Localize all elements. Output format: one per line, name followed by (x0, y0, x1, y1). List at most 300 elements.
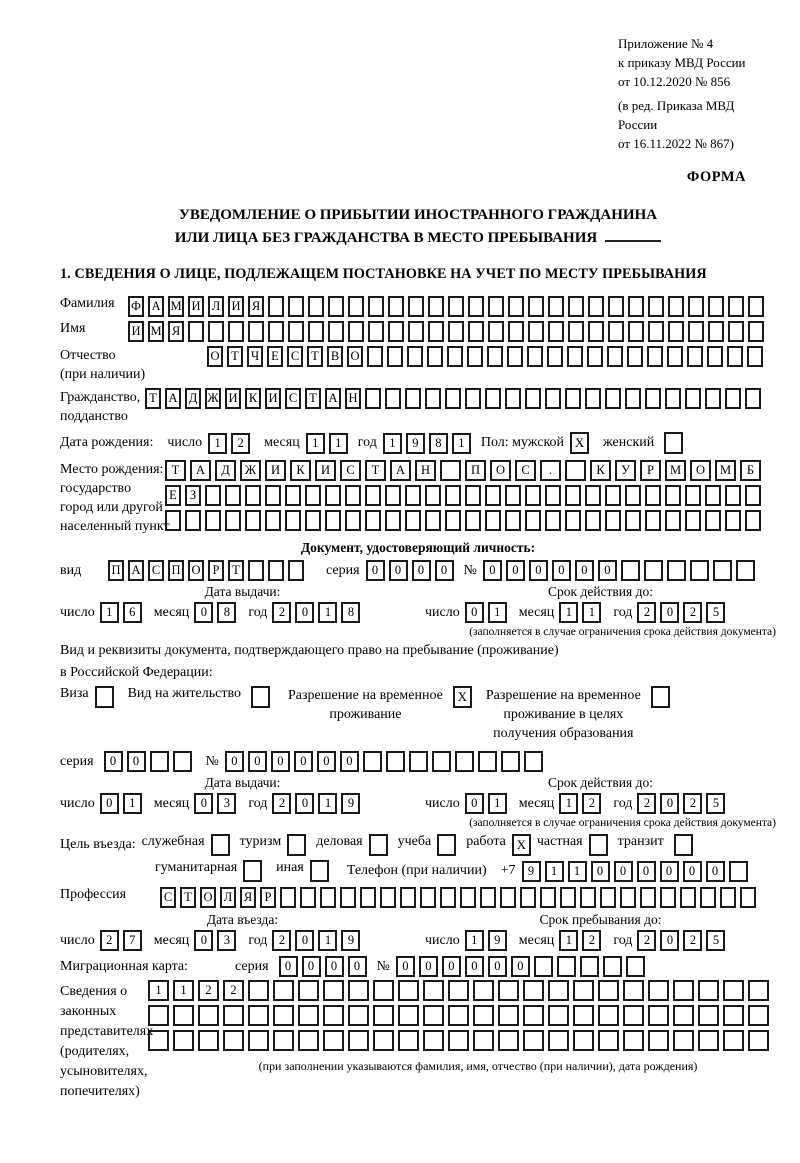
char-box[interactable] (408, 296, 424, 317)
char-box[interactable]: 8 (429, 433, 448, 454)
char-box[interactable] (298, 1005, 319, 1026)
char-box[interactable]: 1 (559, 602, 578, 623)
char-box[interactable] (705, 388, 721, 409)
char-box[interactable]: С (160, 887, 176, 908)
char-box[interactable] (580, 887, 596, 908)
char-box[interactable] (150, 751, 169, 772)
purpose-humanitarian-checkbox[interactable] (243, 860, 262, 882)
char-box[interactable] (285, 510, 301, 531)
char-box[interactable] (425, 388, 441, 409)
char-box[interactable] (598, 1005, 619, 1026)
char-box[interactable]: 0 (194, 602, 213, 623)
char-box[interactable] (645, 388, 661, 409)
char-box[interactable]: О (690, 460, 711, 481)
char-box[interactable] (523, 1030, 544, 1051)
char-box[interactable] (608, 296, 624, 317)
char-box[interactable] (534, 956, 553, 977)
char-box[interactable] (323, 1005, 344, 1026)
char-box[interactable] (605, 485, 621, 506)
char-box[interactable]: 9 (522, 861, 541, 882)
char-box[interactable]: 8 (341, 602, 360, 623)
char-box[interactable]: З (185, 485, 201, 506)
char-box[interactable]: Л (220, 887, 236, 908)
char-box[interactable] (501, 751, 520, 772)
char-box[interactable] (648, 1005, 669, 1026)
char-box[interactable] (607, 346, 623, 367)
char-box[interactable]: 2 (683, 793, 702, 814)
char-box[interactable] (448, 1005, 469, 1026)
char-box[interactable] (667, 560, 686, 581)
char-box[interactable] (548, 1005, 569, 1026)
char-box[interactable]: 1 (148, 980, 169, 1001)
char-box[interactable] (485, 510, 501, 531)
char-box[interactable] (265, 510, 281, 531)
char-box[interactable] (645, 510, 661, 531)
char-box[interactable] (445, 388, 461, 409)
char-box[interactable]: Т (307, 346, 323, 367)
char-box[interactable] (668, 321, 684, 342)
char-box[interactable]: П (168, 560, 184, 581)
char-box[interactable] (723, 980, 744, 1001)
char-box[interactable] (748, 296, 764, 317)
char-box[interactable] (673, 980, 694, 1001)
char-box[interactable]: 0 (465, 793, 484, 814)
char-box[interactable] (644, 560, 663, 581)
char-box[interactable] (568, 296, 584, 317)
char-box[interactable]: 2 (198, 980, 219, 1001)
char-box[interactable] (565, 485, 581, 506)
char-box[interactable] (473, 1030, 494, 1051)
char-box[interactable]: В (327, 346, 343, 367)
char-box[interactable] (348, 296, 364, 317)
char-box[interactable] (573, 1030, 594, 1051)
char-box[interactable]: 0 (325, 956, 344, 977)
char-box[interactable] (409, 751, 428, 772)
char-box[interactable] (547, 346, 563, 367)
char-box[interactable] (548, 321, 564, 342)
char-box[interactable] (328, 321, 344, 342)
char-box[interactable] (705, 485, 721, 506)
char-box[interactable] (340, 887, 356, 908)
char-box[interactable] (680, 887, 696, 908)
char-box[interactable] (745, 388, 761, 409)
char-box[interactable] (690, 560, 709, 581)
char-box[interactable] (465, 485, 481, 506)
char-box[interactable]: 0 (396, 956, 415, 977)
char-box[interactable] (623, 1030, 644, 1051)
char-box[interactable] (305, 510, 321, 531)
male-checkbox[interactable]: X (570, 432, 589, 454)
char-box[interactable] (747, 346, 763, 367)
char-box[interactable] (388, 296, 404, 317)
char-box[interactable]: С (148, 560, 164, 581)
char-box[interactable]: 2 (637, 602, 656, 623)
char-box[interactable] (185, 510, 201, 531)
char-box[interactable] (585, 388, 601, 409)
char-box[interactable] (388, 321, 404, 342)
char-box[interactable]: 1 (465, 930, 484, 951)
char-box[interactable] (725, 510, 741, 531)
char-box[interactable] (460, 887, 476, 908)
char-box[interactable] (605, 510, 621, 531)
char-box[interactable]: 0 (683, 861, 702, 882)
char-box[interactable] (728, 296, 744, 317)
char-box[interactable] (640, 887, 656, 908)
char-box[interactable] (428, 296, 444, 317)
char-box[interactable] (248, 980, 269, 1001)
char-box[interactable] (625, 485, 641, 506)
char-box[interactable] (323, 980, 344, 1001)
char-box[interactable] (348, 1030, 369, 1051)
char-box[interactable] (425, 510, 441, 531)
char-box[interactable] (468, 296, 484, 317)
char-box[interactable] (748, 321, 764, 342)
char-box[interactable] (345, 510, 361, 531)
char-box[interactable]: 2 (683, 602, 702, 623)
char-box[interactable] (665, 510, 681, 531)
char-box[interactable]: 0 (637, 861, 656, 882)
char-box[interactable]: А (325, 388, 341, 409)
char-box[interactable] (647, 346, 663, 367)
char-box[interactable]: 1 (545, 861, 564, 882)
char-box[interactable]: 0 (127, 751, 146, 772)
char-box[interactable]: 9 (488, 930, 507, 951)
char-box[interactable] (478, 751, 497, 772)
char-box[interactable]: 0 (660, 602, 679, 623)
char-box[interactable]: Л (208, 296, 224, 317)
char-box[interactable] (545, 485, 561, 506)
char-box[interactable] (528, 296, 544, 317)
char-box[interactable] (685, 485, 701, 506)
char-box[interactable]: Р (208, 560, 224, 581)
char-box[interactable] (487, 346, 503, 367)
char-box[interactable] (400, 887, 416, 908)
char-box[interactable] (407, 346, 423, 367)
char-box[interactable] (748, 1005, 769, 1026)
char-box[interactable] (628, 321, 644, 342)
char-box[interactable] (348, 1005, 369, 1026)
char-box[interactable] (365, 485, 381, 506)
char-box[interactable] (685, 510, 701, 531)
char-box[interactable] (498, 1030, 519, 1051)
char-box[interactable]: Ж (240, 460, 261, 481)
char-box[interactable] (448, 980, 469, 1001)
char-box[interactable] (467, 346, 483, 367)
char-box[interactable]: 1 (383, 433, 402, 454)
char-box[interactable]: . (540, 460, 561, 481)
char-box[interactable] (603, 956, 622, 977)
char-box[interactable] (505, 388, 521, 409)
char-box[interactable]: И (315, 460, 336, 481)
char-box[interactable] (348, 321, 364, 342)
char-box[interactable] (508, 296, 524, 317)
char-box[interactable] (447, 346, 463, 367)
char-box[interactable] (405, 510, 421, 531)
char-box[interactable] (626, 956, 645, 977)
char-box[interactable]: 0 (295, 930, 314, 951)
char-box[interactable] (648, 1030, 669, 1051)
char-box[interactable]: 2 (637, 930, 656, 951)
char-box[interactable]: 0 (194, 930, 213, 951)
char-box[interactable]: 0 (435, 560, 454, 581)
char-box[interactable]: 3 (217, 793, 236, 814)
char-box[interactable]: 2 (272, 602, 291, 623)
char-box[interactable] (621, 560, 640, 581)
char-box[interactable] (465, 510, 481, 531)
char-box[interactable] (723, 1005, 744, 1026)
char-box[interactable]: 5 (706, 602, 725, 623)
char-box[interactable] (560, 887, 576, 908)
char-box[interactable]: И (228, 296, 244, 317)
char-box[interactable]: 1 (559, 930, 578, 951)
char-box[interactable] (729, 861, 748, 882)
char-box[interactable]: Н (415, 460, 436, 481)
char-box[interactable]: 0 (483, 560, 502, 581)
char-box[interactable] (368, 296, 384, 317)
char-box[interactable]: О (207, 346, 223, 367)
char-box[interactable] (608, 321, 624, 342)
char-box[interactable]: Т (165, 460, 186, 481)
char-box[interactable] (273, 1005, 294, 1026)
char-box[interactable]: 1 (306, 433, 325, 454)
purpose-transit-checkbox[interactable] (674, 834, 693, 856)
char-box[interactable] (625, 510, 641, 531)
char-box[interactable] (557, 956, 576, 977)
char-box[interactable] (288, 296, 304, 317)
char-box[interactable]: 1 (488, 793, 507, 814)
char-box[interactable]: 0 (295, 793, 314, 814)
char-box[interactable]: Т (145, 388, 161, 409)
char-box[interactable] (705, 510, 721, 531)
char-box[interactable] (698, 1030, 719, 1051)
purpose-tourism-checkbox[interactable] (287, 834, 306, 856)
char-box[interactable] (567, 346, 583, 367)
char-box[interactable] (687, 346, 703, 367)
char-box[interactable] (525, 485, 541, 506)
char-box[interactable]: С (285, 388, 301, 409)
char-box[interactable] (248, 1005, 269, 1026)
char-box[interactable] (498, 1005, 519, 1026)
char-box[interactable]: И (265, 460, 286, 481)
char-box[interactable] (428, 321, 444, 342)
char-box[interactable] (223, 1030, 244, 1051)
char-box[interactable] (373, 1030, 394, 1051)
char-box[interactable] (728, 321, 744, 342)
char-box[interactable]: 0 (225, 751, 244, 772)
char-box[interactable]: 1 (318, 930, 337, 951)
char-box[interactable] (668, 296, 684, 317)
char-box[interactable] (368, 321, 384, 342)
char-box[interactable] (480, 887, 496, 908)
char-box[interactable] (523, 980, 544, 1001)
char-box[interactable] (545, 388, 561, 409)
char-box[interactable] (432, 751, 451, 772)
visa-checkbox[interactable] (95, 686, 114, 708)
char-box[interactable]: 0 (366, 560, 385, 581)
char-box[interactable] (265, 485, 281, 506)
char-box[interactable]: 2 (223, 980, 244, 1001)
char-box[interactable] (736, 560, 755, 581)
char-box[interactable] (548, 1030, 569, 1051)
char-box[interactable] (745, 510, 761, 531)
char-box[interactable]: О (188, 560, 204, 581)
char-box[interactable] (588, 321, 604, 342)
char-box[interactable]: К (245, 388, 261, 409)
char-box[interactable]: 0 (506, 560, 525, 581)
char-box[interactable] (723, 1030, 744, 1051)
char-box[interactable] (625, 388, 641, 409)
char-box[interactable] (298, 1030, 319, 1051)
char-box[interactable] (598, 980, 619, 1001)
char-box[interactable] (325, 485, 341, 506)
char-box[interactable] (165, 510, 181, 531)
char-box[interactable] (223, 1005, 244, 1026)
char-box[interactable]: 0 (614, 861, 633, 882)
char-box[interactable] (365, 388, 381, 409)
char-box[interactable]: Р (260, 887, 276, 908)
char-box[interactable] (688, 296, 704, 317)
char-box[interactable]: 0 (575, 560, 594, 581)
char-box[interactable]: 1 (123, 793, 142, 814)
char-box[interactable] (505, 510, 521, 531)
char-box[interactable] (708, 296, 724, 317)
char-box[interactable] (565, 510, 581, 531)
char-box[interactable] (408, 321, 424, 342)
char-box[interactable] (380, 887, 396, 908)
char-box[interactable] (268, 560, 284, 581)
char-box[interactable] (198, 1030, 219, 1051)
char-box[interactable]: 6 (123, 602, 142, 623)
char-box[interactable] (623, 1005, 644, 1026)
char-box[interactable] (585, 485, 601, 506)
char-box[interactable]: 2 (582, 793, 601, 814)
char-box[interactable] (507, 346, 523, 367)
char-box[interactable] (365, 510, 381, 531)
char-box[interactable] (420, 887, 436, 908)
char-box[interactable] (620, 887, 636, 908)
char-box[interactable] (398, 1005, 419, 1026)
char-box[interactable]: П (465, 460, 486, 481)
char-box[interactable] (248, 1030, 269, 1051)
char-box[interactable]: 2 (683, 930, 702, 951)
char-box[interactable] (568, 321, 584, 342)
char-box[interactable]: 8 (217, 602, 236, 623)
char-box[interactable]: А (165, 388, 181, 409)
char-box[interactable] (225, 485, 241, 506)
char-box[interactable] (423, 980, 444, 1001)
char-box[interactable]: 0 (302, 956, 321, 977)
char-box[interactable]: 1 (173, 980, 194, 1001)
char-box[interactable]: 0 (340, 751, 359, 772)
char-box[interactable] (708, 321, 724, 342)
char-box[interactable] (523, 1005, 544, 1026)
char-box[interactable] (445, 510, 461, 531)
char-box[interactable] (488, 321, 504, 342)
char-box[interactable]: 1 (100, 602, 119, 623)
char-box[interactable] (698, 1005, 719, 1026)
char-box[interactable] (325, 510, 341, 531)
char-box[interactable]: 0 (279, 956, 298, 977)
char-box[interactable] (525, 388, 541, 409)
char-box[interactable]: 1 (208, 433, 227, 454)
char-box[interactable]: 0 (100, 793, 119, 814)
char-box[interactable] (285, 485, 301, 506)
purpose-study-checkbox[interactable] (437, 834, 456, 856)
char-box[interactable] (305, 485, 321, 506)
char-box[interactable]: 0 (248, 751, 267, 772)
char-box[interactable] (360, 887, 376, 908)
char-box[interactable]: А (390, 460, 411, 481)
char-box[interactable] (423, 1005, 444, 1026)
char-box[interactable]: 0 (194, 793, 213, 814)
char-box[interactable]: Т (180, 887, 196, 908)
char-box[interactable] (448, 321, 464, 342)
char-box[interactable]: Я (248, 296, 264, 317)
rvp-edu-checkbox[interactable] (651, 686, 670, 708)
char-box[interactable] (373, 1005, 394, 1026)
char-box[interactable] (308, 321, 324, 342)
char-box[interactable] (725, 388, 741, 409)
char-box[interactable] (505, 485, 521, 506)
char-box[interactable] (448, 1030, 469, 1051)
char-box[interactable] (525, 510, 541, 531)
char-box[interactable]: Т (365, 460, 386, 481)
char-box[interactable] (440, 460, 461, 481)
char-box[interactable]: 1 (488, 602, 507, 623)
char-box[interactable]: 9 (341, 793, 360, 814)
char-box[interactable]: Д (185, 388, 201, 409)
char-box[interactable]: Е (267, 346, 283, 367)
char-box[interactable]: О (347, 346, 363, 367)
char-box[interactable] (628, 296, 644, 317)
char-box[interactable] (205, 510, 221, 531)
char-box[interactable] (455, 751, 474, 772)
char-box[interactable] (198, 1005, 219, 1026)
char-box[interactable] (720, 887, 736, 908)
char-box[interactable] (673, 1030, 694, 1051)
char-box[interactable] (700, 887, 716, 908)
char-box[interactable] (280, 887, 296, 908)
char-box[interactable] (488, 296, 504, 317)
char-box[interactable]: Ф (128, 296, 144, 317)
char-box[interactable] (485, 485, 501, 506)
char-box[interactable]: Т (228, 560, 244, 581)
char-box[interactable]: И (128, 321, 144, 342)
char-box[interactable] (485, 388, 501, 409)
char-box[interactable]: 0 (511, 956, 530, 977)
char-box[interactable] (545, 510, 561, 531)
char-box[interactable] (385, 485, 401, 506)
char-box[interactable] (387, 346, 403, 367)
char-box[interactable]: 3 (217, 930, 236, 951)
char-box[interactable]: 2 (637, 793, 656, 814)
char-box[interactable]: 0 (552, 560, 571, 581)
char-box[interactable]: Е (165, 485, 181, 506)
char-box[interactable] (268, 296, 284, 317)
char-box[interactable] (248, 321, 264, 342)
char-box[interactable] (660, 887, 676, 908)
char-box[interactable]: 1 (318, 602, 337, 623)
char-box[interactable]: М (168, 296, 184, 317)
char-box[interactable] (707, 346, 723, 367)
char-box[interactable] (580, 956, 599, 977)
char-box[interactable]: 1 (329, 433, 348, 454)
char-box[interactable]: 2 (231, 433, 250, 454)
char-box[interactable] (188, 321, 204, 342)
char-box[interactable] (405, 388, 421, 409)
char-box[interactable] (273, 980, 294, 1001)
char-box[interactable]: 0 (529, 560, 548, 581)
